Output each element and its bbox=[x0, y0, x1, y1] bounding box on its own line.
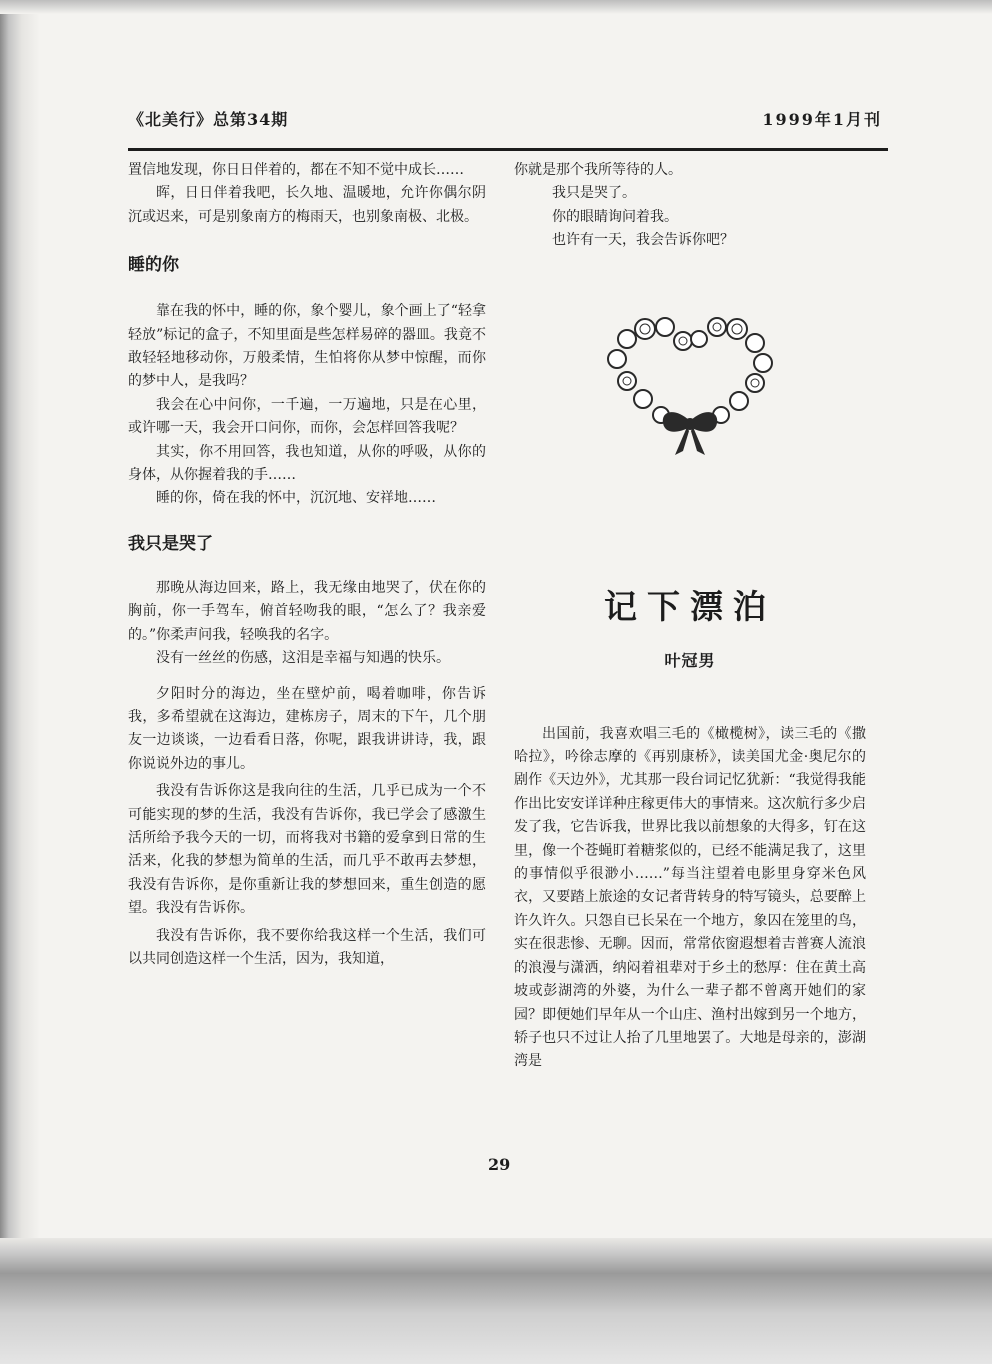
paragraph: 我会在心中问你，一千遍，一万遍地，只是在心里，或许哪一天，我会开口问你，而你，会怎样回答我呢？ bbox=[128, 396, 486, 437]
right-column bbox=[514, 159, 866, 1074]
scan-top-shadow bbox=[0, 0, 992, 14]
continued-line: 你就是那个我所等待的人。 bbox=[514, 162, 682, 178]
section-heading-sleeping-you: 睡的你 bbox=[128, 255, 179, 276]
header-date: 1999年1月刊 bbox=[762, 110, 882, 129]
poem-line: 也许有一天，我会告诉你吧？ bbox=[552, 232, 734, 249]
paragraph: 其实，你不用回答，我也知道，从你的呼吸，从你的身体，从你握着我的手…… bbox=[128, 443, 486, 484]
paragraph: 我没有告诉你这是我向往的生活，几乎已成为一个不可能实现的梦的生活，我没有告诉你，我已学会了感激生活所给予我今天的一切，而将我对书籍的爱拿到日常的生活来，化我的梦想为简单的生活，而几乎不敢再去梦想，我没有告诉你，是你重新让我的梦想回来，重生创造的愿望。我没有告诉你。 bbox=[128, 783, 486, 917]
continued-paragraph: 置信地发现，你日日伴着的，都在不知不觉中成长…… bbox=[128, 162, 464, 178]
heart-wreath-roses bbox=[608, 318, 772, 423]
header-magazine-issue: 《北美行》总第34期 bbox=[128, 110, 289, 129]
poem-lines bbox=[514, 182, 866, 252]
article-paragraph: 出国前，我喜欢唱三毛的《橄榄树》，读三毛的《撒哈拉》，吟徐志摩的《再别康桥》，读美国尤金·奥尼尔的剧作《天边外》，尤其那一段台词记忆犹新：“我觉得我能作出比安安详详种庄稼更伟大的事情来。这次航行多少启发了我，它告诉我，世界比我以前想象的大得多，钉在这里，像一个苍蝇盯着糖浆似的，已经不能满足我了，这里的事情似乎很渺小……”每当注望着电影里身穿米色风衣，又要踏上旅途的女记者背转身的特写镜头，总要醉上许久许久。只怨自已长呆在一个地方，象囚在笼里的鸟，实在很悲惨、无聊。因而，常常依窗遐想着吉普赛人流浪的浪漫与潇洒，纳闷着祖辈对于乡土的愁厚：住在黄土高坡或彭湖湾的外婆，为什么一辈子都不曾离开她们的家园？即便她们早年从一个山庄、渔村出嫁到另一个地方，轿子也只不过让人抬了几里地罢了。大地是母亲的，澎湖湾是 bbox=[514, 725, 866, 1070]
page-number: 29 bbox=[488, 1155, 511, 1174]
poem-line: 你的眼睛询问着我。 bbox=[552, 208, 678, 225]
scan-bottom-edge bbox=[0, 1238, 992, 1364]
section-heading-i-just-cried: 我只是哭了 bbox=[128, 533, 213, 554]
paragraph: 睡的你，倚在我的怀中，沉沉地、安祥地…… bbox=[156, 490, 436, 507]
section-body-sleeping-you bbox=[128, 300, 486, 511]
article-author: 叶冠男 bbox=[664, 650, 716, 670]
article-title: 记下漂泊 bbox=[604, 586, 776, 626]
section-body-i-just-cried bbox=[128, 577, 486, 972]
header-rule bbox=[128, 148, 888, 151]
paragraph: 那晚从海边回来，路上，我无缘由地哭了，伏在你的胸前，你一手驾车，俯首轻吻我的眼，“怎么了？我亲爱的。”你柔声问我，轻唤我的名字。 bbox=[128, 579, 486, 643]
paragraph: 靠在我的怀中，睡的你，象个婴儿，象个画上了“轻拿轻放”标记的盒子，不知里面是些怎样易碎的器皿。我竟不敢轻轻地移动你，万般柔情，生怕将你从梦中惊醒，而你的梦中人，是我吗？ bbox=[128, 303, 486, 390]
paragraph: 我没有告诉你，我不要你给我这样一个生活，我们可以共同创造这样一个生活，因为，我知道， bbox=[128, 927, 486, 967]
scan-left-shadow bbox=[0, 0, 40, 1364]
left-column bbox=[128, 159, 486, 971]
page-header bbox=[128, 107, 888, 133]
heart-wreath-bow bbox=[663, 412, 717, 455]
paragraph: 晖，日日伴着我吧，长久地、温暖地，允许你偶尔阴沉或迟来，可是别象南方的梅雨天，也别象南极、北极。 bbox=[128, 185, 486, 225]
heart-wreath-illustration bbox=[605, 303, 775, 463]
paragraph: 没有一丝丝的伤感，这泪是幸福与知遇的快乐。 bbox=[156, 650, 450, 667]
paragraph: 夕阳时分的海边，坐在壁炉前，喝着咖啡，你告诉我，多希望就在这海边，建栋房子，周末的下午，几个朋友一边谈谈，一边看看日落，你呢，跟我讲讲诗，我，跟你说说外边的事儿。 bbox=[128, 685, 486, 772]
poem-line: 我只是哭了。 bbox=[552, 185, 636, 202]
